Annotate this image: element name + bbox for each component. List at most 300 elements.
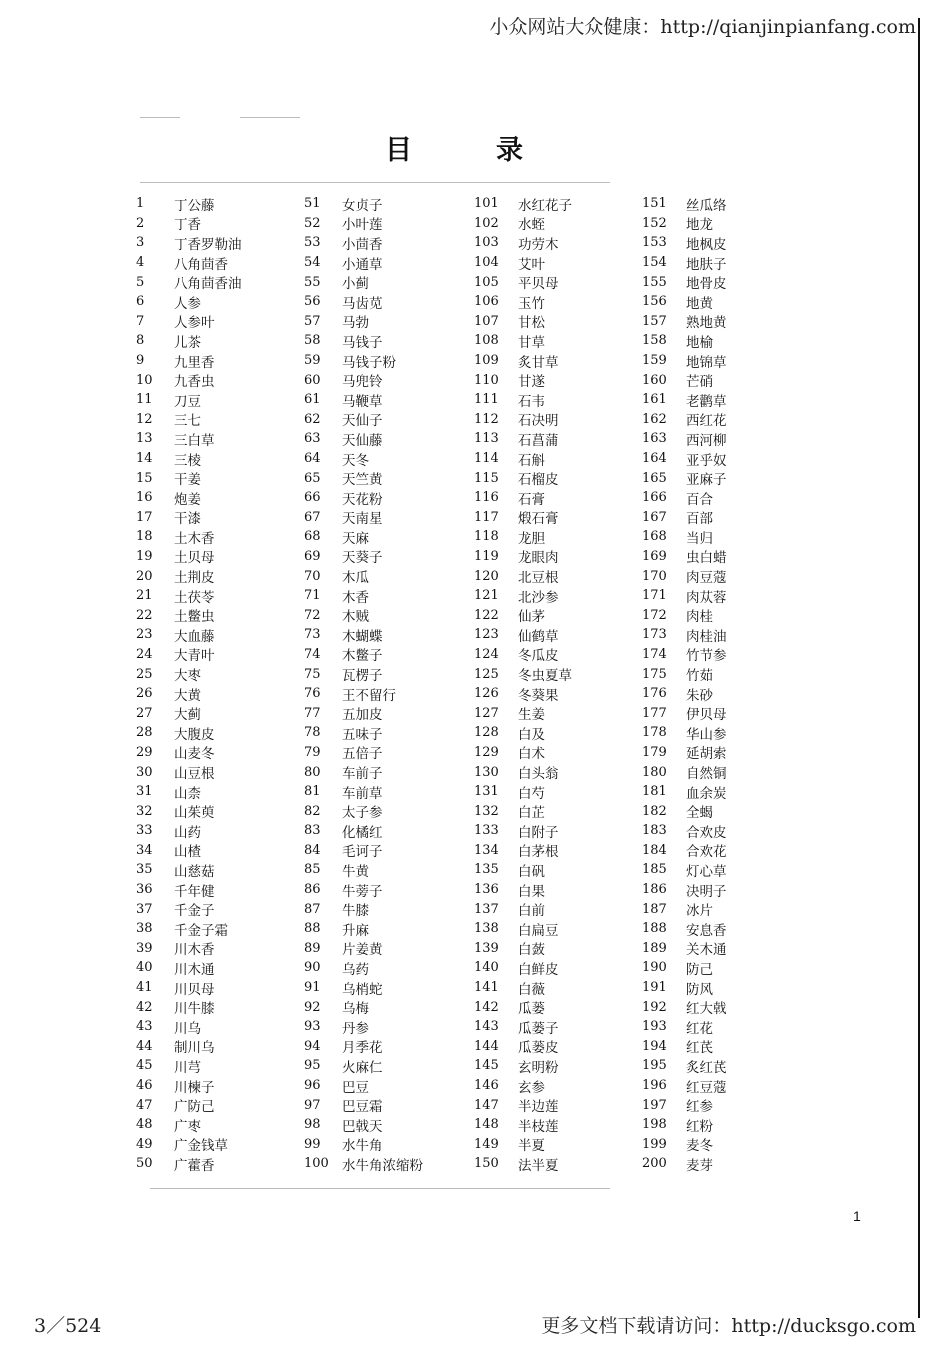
entry-title: 水蛭 (518, 217, 545, 234)
entry-number: 56 (304, 294, 321, 310)
entry-title: 川芎 (174, 1059, 201, 1076)
entry-title: 大枣 (174, 668, 201, 685)
entry-title: 龙胆 (518, 530, 545, 547)
entry-title: 熟地黄 (686, 315, 727, 332)
entry-title: 仙茅 (518, 609, 545, 626)
entry-title: 大黄 (174, 687, 201, 704)
entry-number: 76 (304, 686, 321, 702)
entry-title: 亚乎奴 (686, 452, 727, 469)
toc-entry (642, 958, 727, 978)
toc-entry (304, 860, 423, 880)
toc-entry (474, 1076, 572, 1096)
toc-entry (474, 645, 572, 665)
entry-title: 龙眼肉 (518, 550, 559, 567)
entry-number: 12 (136, 411, 153, 427)
entry-title: 水牛角 (342, 1138, 383, 1155)
entry-number: 86 (304, 882, 321, 898)
toc-entry (642, 1135, 727, 1155)
toc-entry (136, 194, 242, 214)
entry-number: 127 (474, 705, 499, 721)
toc-entry (474, 605, 572, 625)
entry-title: 天花粉 (342, 491, 383, 508)
entry-title: 百部 (686, 511, 713, 528)
entry-number: 145 (474, 1058, 499, 1074)
entry-number: 75 (304, 666, 321, 682)
toc-entry (474, 1056, 572, 1076)
entry-number: 64 (304, 451, 321, 467)
entry-title: 牛蒡子 (342, 883, 383, 900)
entry-number: 22 (136, 607, 153, 623)
toc-entry (642, 351, 727, 371)
entry-number: 141 (474, 980, 499, 996)
entry-number: 49 (136, 1136, 153, 1152)
entry-title: 山麦冬 (174, 746, 215, 763)
toc-entry (136, 958, 242, 978)
entry-number: 200 (642, 1156, 667, 1172)
entry-title: 人参叶 (174, 315, 215, 332)
toc-entry (136, 1154, 242, 1174)
entry-number: 161 (642, 392, 667, 408)
entry-number: 142 (474, 999, 499, 1015)
toc-entry (136, 468, 242, 488)
entry-title: 丁香罗勒油 (174, 236, 242, 253)
toc-entry (474, 214, 572, 234)
entry-title: 白扁豆 (518, 922, 559, 939)
toc-entry (474, 370, 572, 390)
entry-number: 4 (136, 255, 145, 271)
entry-number: 111 (474, 392, 499, 408)
entry-title: 地枫皮 (686, 236, 727, 253)
toc-entry (474, 312, 572, 332)
entry-title: 芒硝 (686, 374, 713, 391)
entry-title: 乌梢蛇 (342, 981, 383, 998)
entry-title: 生姜 (518, 707, 545, 724)
toc-entry (136, 1076, 242, 1096)
toc-entry (304, 1037, 423, 1057)
entry-title: 人参 (174, 295, 201, 312)
entry-title: 红参 (686, 1099, 713, 1116)
entry-title: 石斛 (518, 452, 545, 469)
entry-number: 50 (136, 1156, 153, 1172)
entry-title: 天竺黄 (342, 472, 383, 489)
toc-entry (136, 292, 242, 312)
entry-title: 天葵子 (342, 550, 383, 567)
toc-entry (642, 997, 727, 1017)
toc-entry (304, 370, 423, 390)
toc-entry (304, 1076, 423, 1096)
entry-title: 红豆蔻 (686, 1079, 727, 1096)
entry-number: 38 (136, 921, 153, 937)
toc-entry (642, 821, 727, 841)
toc-entry (304, 1095, 423, 1115)
entry-number: 60 (304, 372, 321, 388)
toc-entry (304, 645, 423, 665)
entry-title: 半夏 (518, 1138, 545, 1155)
entry-title: 白鲜皮 (518, 961, 559, 978)
entry-title: 巴豆 (342, 1079, 369, 1096)
toc-entry (642, 253, 727, 273)
entry-number: 13 (136, 431, 153, 447)
toc-entry (642, 782, 727, 802)
toc-entry (474, 841, 572, 861)
entry-title: 西红花 (686, 413, 727, 430)
entry-number: 182 (642, 803, 667, 819)
entry-number: 80 (304, 764, 321, 780)
toc-entry (136, 547, 242, 567)
entry-number: 85 (304, 862, 321, 878)
toc-entry (474, 1115, 572, 1135)
entry-number: 71 (304, 588, 321, 604)
entry-number: 154 (642, 255, 667, 271)
entry-number: 26 (136, 686, 153, 702)
entry-title: 牛膝 (342, 903, 369, 920)
entry-title: 红花 (686, 1020, 713, 1037)
entry-title: 白矾 (518, 863, 545, 880)
toc-entry (642, 390, 727, 410)
entry-title: 天仙藤 (342, 432, 383, 449)
toc-entry (304, 1056, 423, 1076)
toc-entry (642, 1056, 727, 1076)
entry-number: 10 (136, 372, 153, 388)
entry-title: 山慈菇 (174, 863, 215, 880)
entry-title: 决明子 (686, 883, 727, 900)
entry-title: 大腹皮 (174, 726, 215, 743)
entry-number: 45 (136, 1058, 153, 1074)
entry-title: 合欢花 (686, 844, 727, 861)
toc-entry (642, 939, 727, 959)
toc-entry (474, 1017, 572, 1037)
entry-number: 17 (136, 509, 153, 525)
toc-entry (642, 488, 727, 508)
entry-number: 147 (474, 1097, 499, 1113)
toc-entry (136, 429, 242, 449)
toc-entry (474, 331, 572, 351)
entry-title: 煅石膏 (518, 511, 559, 528)
entry-number: 47 (136, 1097, 153, 1113)
toc-entry (474, 566, 572, 586)
entry-number: 105 (474, 274, 499, 290)
toc-entry (304, 743, 423, 763)
toc-entry (136, 939, 242, 959)
entry-number: 107 (474, 313, 499, 329)
entry-title: 儿茶 (174, 334, 201, 351)
entry-title: 玉竹 (518, 295, 545, 312)
entry-title: 太子参 (342, 805, 383, 822)
toc-entry (136, 351, 242, 371)
entry-number: 99 (304, 1136, 321, 1152)
entry-number: 151 (642, 196, 667, 212)
entry-number: 150 (474, 1156, 499, 1172)
entry-number: 40 (136, 960, 153, 976)
toc-entry (304, 214, 423, 234)
toc-entry (474, 978, 572, 998)
entry-number: 101 (474, 196, 499, 212)
entry-number: 146 (474, 1078, 499, 1094)
entry-number: 1 (136, 196, 145, 212)
entry-number: 171 (642, 588, 667, 604)
entry-number: 124 (474, 646, 499, 662)
entry-title: 广防己 (174, 1099, 215, 1116)
entry-number: 48 (136, 1117, 153, 1133)
toc-column-3 (474, 194, 572, 1174)
toc-entry (136, 919, 242, 939)
entry-title: 丁香 (174, 217, 201, 234)
toc-entry (474, 880, 572, 900)
entry-title: 白茅根 (518, 844, 559, 861)
toc-entry (474, 919, 572, 939)
entry-title: 升麻 (342, 922, 369, 939)
entry-number: 66 (304, 490, 321, 506)
entry-title: 仙鹤草 (518, 628, 559, 645)
entry-number: 57 (304, 313, 321, 329)
toc-entry (136, 566, 242, 586)
entry-number: 176 (642, 686, 667, 702)
scan-speck (150, 1188, 610, 1189)
entry-title: 干姜 (174, 472, 201, 489)
toc-entry (304, 194, 423, 214)
entry-number: 152 (642, 215, 667, 231)
entry-title: 大青叶 (174, 648, 215, 665)
toc-entry (136, 782, 242, 802)
entry-number: 27 (136, 705, 153, 721)
entry-number: 178 (642, 725, 667, 741)
entry-number: 183 (642, 823, 667, 839)
entry-number: 165 (642, 470, 667, 486)
entry-title: 木贼 (342, 609, 369, 626)
entry-number: 185 (642, 862, 667, 878)
toc-entry (136, 233, 242, 253)
entry-number: 170 (642, 568, 667, 584)
toc-entry (304, 841, 423, 861)
entry-number: 158 (642, 333, 667, 349)
entry-number: 90 (304, 960, 321, 976)
entry-title: 石榴皮 (518, 472, 559, 489)
entry-number: 164 (642, 451, 667, 467)
page-number: 1 (853, 1208, 861, 1224)
entry-title: 竹茹 (686, 668, 713, 685)
toc-entry (304, 331, 423, 351)
entry-title: 川乌 (174, 1020, 201, 1037)
entry-title: 肉桂油 (686, 628, 727, 645)
toc-entry (474, 586, 572, 606)
toc-entry (304, 527, 423, 547)
entry-title: 白芷 (518, 805, 545, 822)
entry-number: 74 (304, 646, 321, 662)
entry-number: 117 (474, 509, 499, 525)
entry-title: 瓜蒌 (518, 1001, 545, 1018)
entry-number: 84 (304, 842, 321, 858)
toc-entry (474, 508, 572, 528)
entry-title: 白术 (518, 746, 545, 763)
entry-number: 189 (642, 940, 667, 956)
toc-entry (474, 821, 572, 841)
toc-entry (136, 997, 242, 1017)
entry-number: 35 (136, 862, 153, 878)
entry-number: 181 (642, 784, 667, 800)
toc-entry (136, 370, 242, 390)
toc-entry (474, 488, 572, 508)
toc-entry (136, 743, 242, 763)
entry-title: 白芍 (518, 785, 545, 802)
toc-entry (474, 723, 572, 743)
toc-entry (136, 625, 242, 645)
entry-number: 168 (642, 529, 667, 545)
toc-entry (474, 684, 572, 704)
entry-number: 98 (304, 1117, 321, 1133)
entry-number: 108 (474, 333, 499, 349)
entry-number: 16 (136, 490, 153, 506)
entry-title: 丹参 (342, 1020, 369, 1037)
toc-entry (642, 233, 727, 253)
entry-number: 174 (642, 646, 667, 662)
entry-title: 毛诃子 (342, 844, 383, 861)
entry-number: 116 (474, 490, 499, 506)
entry-title: 女贞子 (342, 197, 383, 214)
entry-number: 68 (304, 529, 321, 545)
entry-title: 马勃 (342, 315, 369, 332)
toc-entry (642, 703, 727, 723)
entry-number: 82 (304, 803, 321, 819)
toc-entry (642, 1037, 727, 1057)
entry-number: 109 (474, 353, 499, 369)
entry-title: 艾叶 (518, 256, 545, 273)
toc-entry (304, 782, 423, 802)
entry-number: 193 (642, 1019, 667, 1035)
entry-number: 36 (136, 882, 153, 898)
entry-number: 156 (642, 294, 667, 310)
toc-entry (474, 292, 572, 312)
entry-title: 广枣 (174, 1118, 201, 1135)
scan-speck (140, 117, 180, 118)
entry-title: 华山参 (686, 726, 727, 743)
entry-title: 防风 (686, 981, 713, 998)
toc-entry (642, 762, 727, 782)
toc-entry (474, 939, 572, 959)
entry-number: 94 (304, 1038, 321, 1054)
entry-number: 83 (304, 823, 321, 839)
footer-page-counter: 3／524 (34, 1315, 102, 1337)
entry-number: 172 (642, 607, 667, 623)
toc-entry (642, 605, 727, 625)
entry-number: 2 (136, 215, 145, 231)
entry-title: 北沙参 (518, 589, 559, 606)
entry-title: 小蓟 (342, 276, 369, 293)
entry-title: 片姜黄 (342, 942, 383, 959)
entry-title: 天南星 (342, 511, 383, 528)
entry-title: 朱砂 (686, 687, 713, 704)
entry-title: 地榆 (686, 334, 713, 351)
entry-number: 67 (304, 509, 321, 525)
entry-title: 虫白蜡 (686, 550, 727, 567)
toc-entry (474, 664, 572, 684)
entry-number: 103 (474, 235, 499, 251)
entry-title: 三七 (174, 413, 201, 430)
entry-number: 138 (474, 921, 499, 937)
entry-number: 37 (136, 901, 153, 917)
entry-number: 167 (642, 509, 667, 525)
entry-title: 水牛角浓缩粉 (342, 1157, 423, 1174)
entry-title: 白前 (518, 903, 545, 920)
toc-entry (474, 1135, 572, 1155)
entry-title: 血余炭 (686, 785, 727, 802)
entry-title: 冬葵果 (518, 687, 559, 704)
entry-title: 甘草 (518, 334, 545, 351)
entry-title: 车前草 (342, 785, 383, 802)
toc-entry (642, 919, 727, 939)
entry-number: 62 (304, 411, 321, 427)
entry-number: 51 (304, 196, 321, 212)
toc-entry (136, 899, 242, 919)
entry-number: 87 (304, 901, 321, 917)
entry-number: 140 (474, 960, 499, 976)
entry-title: 甘松 (518, 315, 545, 332)
entry-number: 179 (642, 744, 667, 760)
entry-title: 老鹳草 (686, 393, 727, 410)
entry-title: 小茴香 (342, 236, 383, 253)
entry-title: 白及 (518, 726, 545, 743)
toc-entry (642, 743, 727, 763)
entry-title: 法半夏 (518, 1157, 559, 1174)
toc-entry (642, 801, 727, 821)
toc-entry (304, 233, 423, 253)
entry-number: 31 (136, 784, 153, 800)
toc-entry (642, 1076, 727, 1096)
toc-entry (474, 233, 572, 253)
entry-title: 刀豆 (174, 393, 201, 410)
entry-number: 194 (642, 1038, 667, 1054)
entry-title: 三白草 (174, 432, 215, 449)
entry-title: 关木通 (686, 942, 727, 959)
toc-entry (304, 272, 423, 292)
entry-title: 瓦楞子 (342, 668, 383, 685)
entry-number: 177 (642, 705, 667, 721)
toc-entry (474, 762, 572, 782)
entry-number: 114 (474, 451, 499, 467)
entry-title: 干漆 (174, 511, 201, 528)
entry-number: 113 (474, 431, 499, 447)
entry-title: 炮姜 (174, 491, 201, 508)
toc-entry (136, 645, 242, 665)
entry-number: 153 (642, 235, 667, 251)
entry-number: 52 (304, 215, 321, 231)
toc-entry (136, 449, 242, 469)
entry-number: 129 (474, 744, 499, 760)
entry-number: 30 (136, 764, 153, 780)
entry-title: 白果 (518, 883, 545, 900)
entry-title: 功劳木 (518, 236, 559, 253)
toc-entry (642, 684, 727, 704)
toc-entry (642, 978, 727, 998)
entry-number: 96 (304, 1078, 321, 1094)
entry-number: 19 (136, 548, 153, 564)
entry-title: 九香虫 (174, 374, 215, 391)
toc-entry (474, 1037, 572, 1057)
toc-entry (304, 508, 423, 528)
toc-entry (136, 410, 242, 430)
entry-title: 川贝母 (174, 981, 215, 998)
entry-title: 小通草 (342, 256, 383, 273)
toc-column-4 (642, 194, 727, 1174)
entry-number: 148 (474, 1117, 499, 1133)
entry-number: 7 (136, 313, 145, 329)
toc-entry (136, 664, 242, 684)
entry-title: 合欢皮 (686, 824, 727, 841)
toc-column-2 (304, 194, 423, 1174)
entry-number: 110 (474, 372, 499, 388)
toc-entry (304, 703, 423, 723)
entry-number: 192 (642, 999, 667, 1015)
entry-title: 山茱萸 (174, 805, 215, 822)
